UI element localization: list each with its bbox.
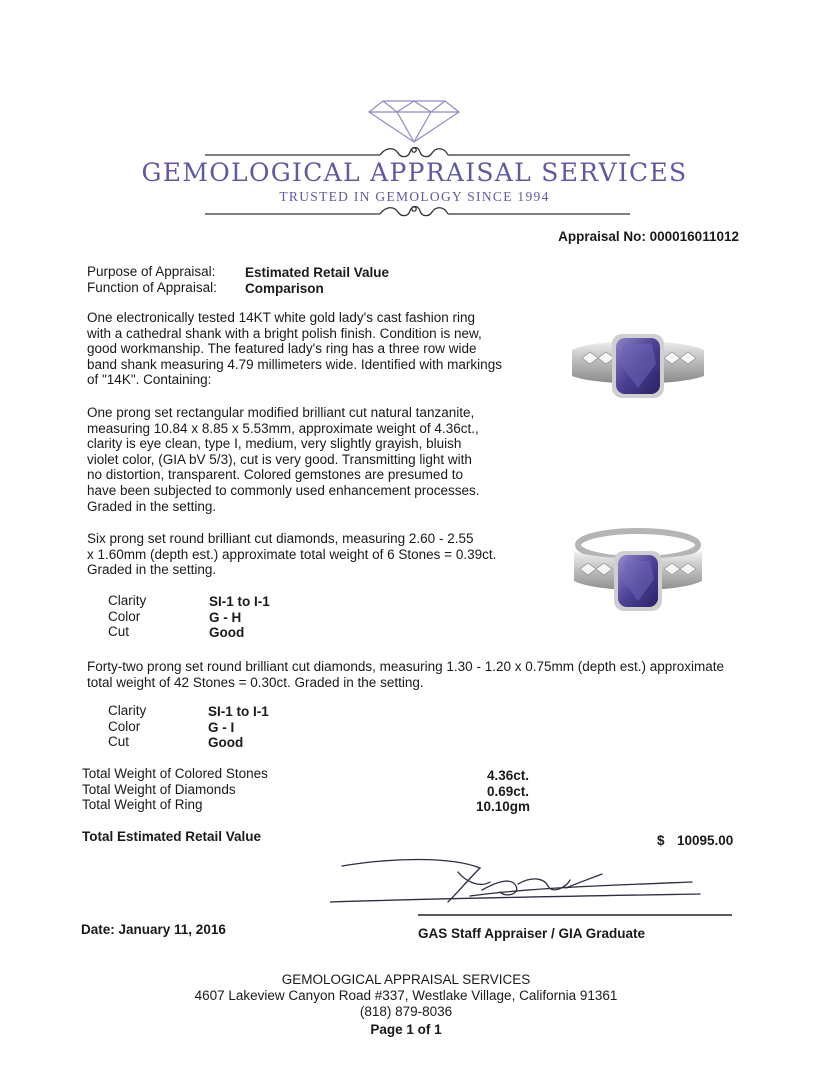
top-ornamental-rule — [205, 148, 630, 157]
page-number: Page 1 of 1 — [370, 1022, 442, 1037]
totals-labels — [82, 766, 268, 813]
grade-label: Clarity — [108, 593, 147, 608]
function-label: Function of Appraisal: — [87, 280, 217, 295]
side-diamonds-description: Six prong set round brilliant cut diamonds, measuring 2.60 - 2.55 x 1.60mm (depth est.) approximate total weight of 6 Stones = 0.39ct. Graded in the setting. — [87, 531, 497, 578]
side-grading-values — [209, 594, 270, 641]
grade-label: Color — [108, 608, 141, 624]
signature-line — [418, 913, 732, 917]
grade-label: Color — [108, 718, 141, 734]
grade-value: Good — [208, 735, 244, 751]
grade-value: G - I — [208, 719, 235, 735]
footer-phone: (818) 879-8036 — [359, 1004, 453, 1019]
appraisal-date: Date: January 11, 2016 — [81, 922, 226, 937]
center-stone-description: One prong set rectangular modified brilliant cut natural tanzanite, measuring 10.84 x 8.85 x 5.53mm, approximate weight of 4.36ct., clarity is eye clean, type I, medium, very slightly grayish, bluish violet color, (GIA bV 5/3), cut is very good. Transmitting light with no distortion, transparent. Colored gemstones are presumed to have been subjected to commonly used enhancement processes. Graded in the setting. — [87, 405, 480, 514]
footer-address: 4607 Lakeview Canyon Road #337, Westlake Village, California 91361 — [194, 988, 618, 1003]
total-value: 0.69ct. — [486, 783, 529, 799]
brand-tagline: TRUSTED IN GEMOLOGY SINCE 1994 — [279, 189, 550, 204]
bottom-ornamental-rule — [205, 207, 630, 216]
totals-values — [476, 768, 529, 815]
item-description: One electronically tested 14KT white gold lady's cast fashion ring with a cathedral shank with a bright polish finish. Condition is new, good workmanship. The featured lady's ring has a three row wide band shank measuring 4.79 millimeters wide. Identified with markings of "14K". Containing: — [87, 310, 502, 388]
grade-label: Cut — [108, 624, 130, 640]
total-value: 10.10gm — [476, 799, 531, 815]
purpose-value: Estimated Retail Value — [245, 265, 390, 280]
ring-photo-top — [568, 320, 708, 410]
side-grading-labels — [108, 593, 146, 640]
total-value: 4.36ct. — [486, 768, 529, 783]
ring-photo-bottom — [568, 525, 708, 615]
grade-value: SI-1 to I-1 — [209, 594, 270, 609]
total-label: Total Weight of Colored Stones — [82, 766, 268, 781]
brand-title: GEMOLOGICAL APPRAISAL SERVICES — [141, 158, 688, 187]
purpose-label: Purpose of Appraisal: — [87, 264, 216, 279]
accent-grading-labels — [108, 703, 146, 750]
grade-value: G - H — [209, 609, 242, 625]
currency-symbol: $ — [657, 833, 665, 848]
appraiser-title: GAS Staff Appraiser / GIA Graduate — [418, 926, 646, 941]
footer-company: GEMOLOGICAL APPRAISAL SERVICES — [281, 972, 531, 987]
accent-diamonds-description: Forty-two prong set round brilliant cut diamonds, measuring 1.30 - 1.20 x 0.75mm (depth est.) approximate total weight of 42 Stones = 0.30ct. Graded in the setting. — [87, 659, 725, 690]
grade-label: Clarity — [108, 703, 147, 718]
total-label: Total Weight of Ring — [82, 797, 203, 813]
total-label: Total Weight of Diamonds — [82, 781, 236, 797]
diamond-icon — [369, 101, 459, 142]
accent-grading-values — [208, 704, 269, 751]
estimated-value-label: Total Estimated Retail Value — [82, 829, 262, 844]
grade-value: SI-1 to I-1 — [208, 704, 269, 719]
estimated-value-amount: 10095.00 — [677, 833, 734, 848]
grade-label: Cut — [108, 734, 130, 750]
function-value: Comparison — [245, 281, 324, 296]
appraiser-signature — [330, 852, 710, 912]
grade-value: Good — [209, 625, 245, 641]
appraisal-number: Appraisal No: 000016011012 — [558, 229, 739, 244]
